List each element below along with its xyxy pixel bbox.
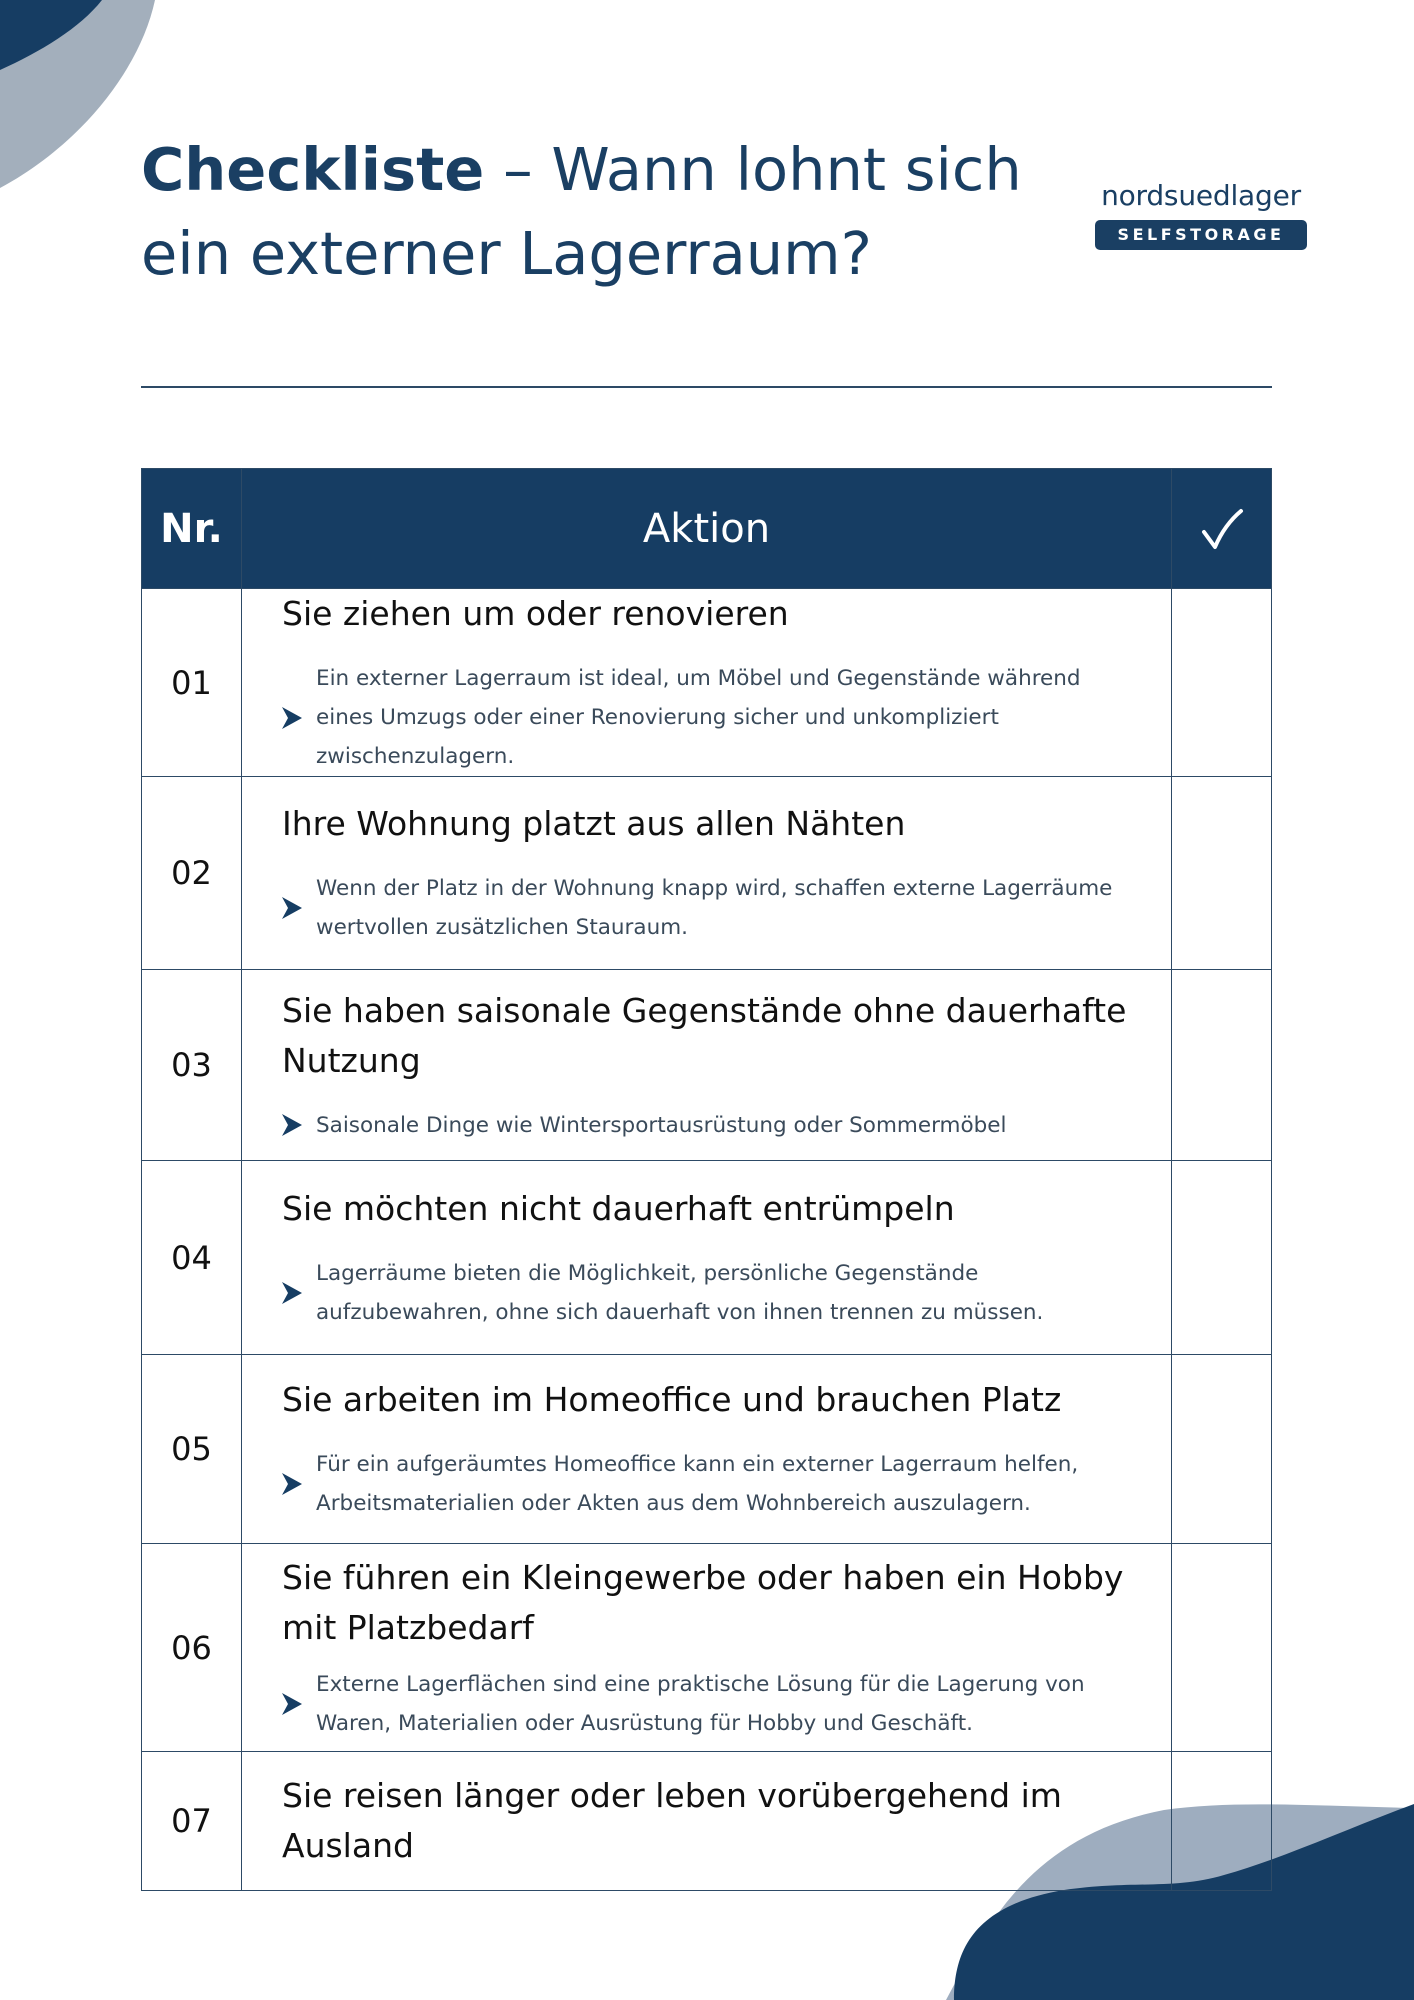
row-checkbox[interactable] (1172, 777, 1272, 970)
logo-tagline: SELFSTORAGE (1095, 220, 1307, 250)
table-header-row (142, 469, 1272, 589)
row-title: Sie ziehen um oder renovieren (282, 594, 789, 633)
row-description: Für ein aufgeräumtes Homeoffice kann ein externer Lagerraum helfen, Arbeitsmaterialien oder Akten aus dem Wohnbereich auszulagern. (282, 1445, 1141, 1523)
row-checkbox[interactable] (1172, 589, 1272, 777)
arrow-bullet-icon (282, 1693, 302, 1715)
row-action (242, 970, 1172, 1161)
row-title: Ihre Wohnung platzt aus allen Nähten (282, 804, 906, 843)
table-row (142, 1544, 1272, 1752)
row-title: Sie führen ein Kleingewerbe oder haben ein Hobby mit Platzbedarf (282, 1557, 1124, 1647)
arrow-bullet-icon (282, 897, 302, 919)
arrow-bullet-icon (282, 1114, 302, 1136)
row-number: 01 (142, 589, 242, 777)
column-header-aktion: Aktion (242, 469, 1172, 589)
row-action (242, 1752, 1172, 1891)
row-title: Sie haben saisonale Gegenstände ohne dauerhafte Nutzung (282, 990, 1127, 1080)
table-row (142, 1161, 1272, 1355)
column-header-check (1172, 469, 1272, 589)
row-description: Wenn der Platz in der Wohnung knapp wird, schaffen externe Lagerräume wertvollen zusätzlichen Stauraum. (282, 869, 1141, 947)
row-description: Saisonale Dinge wie Wintersportausrüstung oder Sommermöbel (282, 1106, 1141, 1145)
table-row (142, 1355, 1272, 1544)
row-description: Lagerräume bieten die Möglichkeit, persönliche Gegenstände aufzubewahren, ohne sich dauerhaft von ihnen trennen zu müssen. (282, 1254, 1141, 1332)
brand-logo (1095, 178, 1307, 250)
row-number: 04 (142, 1161, 242, 1355)
arrow-bullet-icon (282, 1282, 302, 1304)
arrow-bullet-icon (282, 1473, 302, 1495)
row-checkbox[interactable] (1172, 1544, 1272, 1752)
row-action (242, 1544, 1172, 1752)
row-description: Ein externer Lagerraum ist ideal, um Möbel und Gegenstände während eines Umzugs oder einer Renovierung sicher und unkompliziert zwischenzulagern. (282, 659, 1141, 776)
row-action (242, 589, 1172, 777)
row-description: Externe Lagerflächen sind eine praktische Lösung für die Lagerung von Waren, Materialien oder Ausrüstung für Hobby und Geschäft. (282, 1665, 1141, 1743)
table-row (142, 970, 1272, 1161)
row-checkbox[interactable] (1172, 1355, 1272, 1544)
row-checkbox[interactable] (1172, 1161, 1272, 1355)
check-icon (1199, 507, 1245, 553)
row-checkbox[interactable] (1172, 1752, 1272, 1891)
title-divider (141, 386, 1272, 388)
row-checkbox[interactable] (1172, 970, 1272, 1161)
checklist-table (141, 468, 1272, 1891)
table-row (142, 777, 1272, 970)
arrow-bullet-icon (282, 707, 302, 729)
row-number: 07 (142, 1752, 242, 1891)
corner-decoration-top-left (0, 0, 160, 200)
logo-wordmark: nordsuedlager (1101, 179, 1301, 212)
row-action (242, 1355, 1172, 1544)
row-number: 03 (142, 970, 242, 1161)
row-title: Sie möchten nicht dauerhaft entrümpeln (282, 1188, 955, 1228)
row-title: Sie reisen länger oder leben vorübergehend im Ausland (282, 1776, 1062, 1865)
row-number: 06 (142, 1544, 242, 1752)
page-title: Checkliste – Wann lohnt sich ein externer Lagerraum? (141, 135, 1022, 288)
row-number: 02 (142, 777, 242, 970)
column-header-nr: Nr. (142, 469, 242, 589)
row-title: Sie arbeiten im Homeoffice und brauchen Platz (282, 1380, 1062, 1419)
row-action (242, 777, 1172, 970)
row-action (242, 1161, 1172, 1355)
row-number: 05 (142, 1355, 242, 1544)
table-row (142, 1752, 1272, 1891)
table-row (142, 589, 1272, 777)
